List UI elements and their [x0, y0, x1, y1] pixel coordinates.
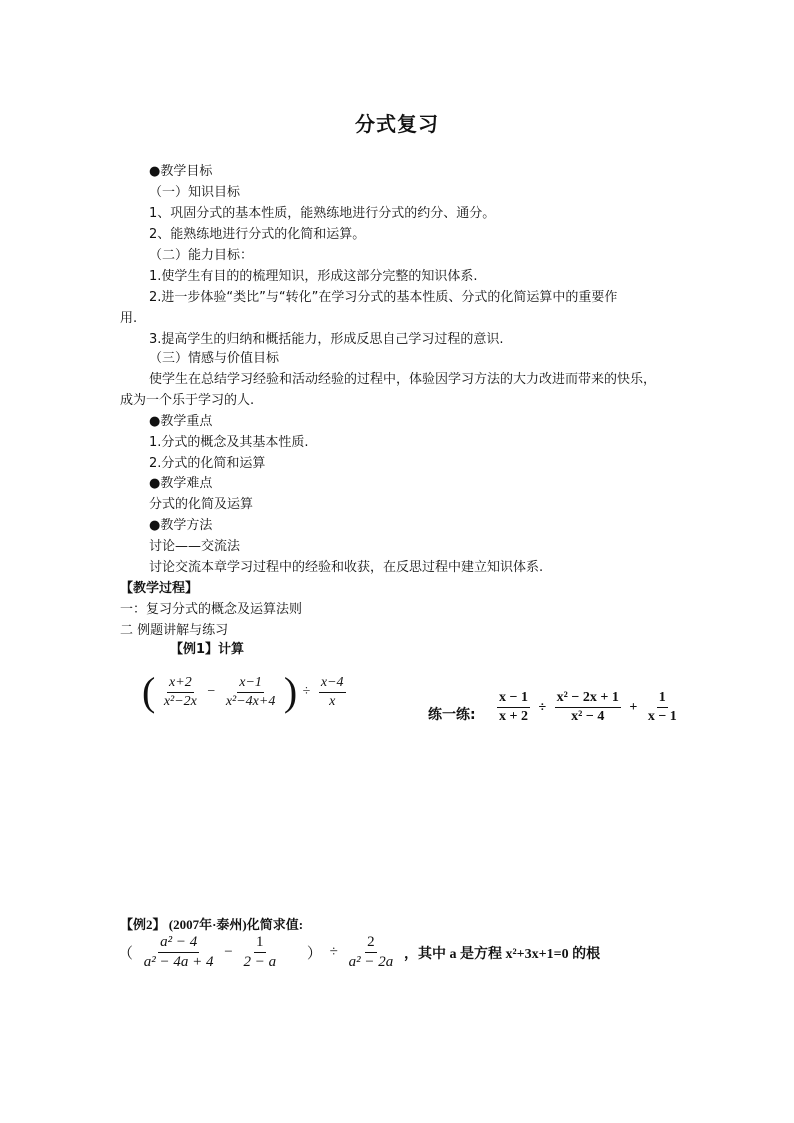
- fraction: [555, 690, 621, 725]
- denominator: x: [329, 693, 336, 709]
- process-heading: 【教学过程】: [120, 581, 199, 596]
- knowledge-item-1: 1、巩固分式的基本性质，能熟练地进行分式的约分、通分。: [149, 206, 496, 221]
- knowledge-item-2: 2、能熟练地进行分式的化简和运算。: [149, 227, 366, 242]
- fraction: [646, 690, 679, 725]
- fraction: [162, 675, 199, 710]
- example2-label: 【例2】 (2007年·泰州)化简求值:: [120, 917, 304, 932]
- ability-item-2-line1: 2.进一步体验“类比”与“转化”在学习分式的基本性质、分式的化简运算中的重要作: [149, 290, 618, 305]
- example2-condition: ，其中 a 是方程 x²+3x+1=0 的根: [403, 946, 601, 962]
- fraction: [319, 675, 346, 710]
- ability-heading: （二）能力目标：: [149, 248, 254, 263]
- denominator: x²−4x+4: [225, 693, 276, 709]
- divide-operator: ÷: [302, 684, 311, 699]
- difficult-heading: ●教学难点: [149, 476, 213, 491]
- plus-operator: +: [629, 699, 638, 715]
- process-item-1: 一：复习分式的概念及运算法则: [120, 602, 303, 617]
- fraction: [347, 934, 396, 971]
- emotion-item-line1: 使学生在总结学习经验和活动经验的过程中，体验因学习方法的大力改进而带来的快乐，: [149, 372, 657, 387]
- left-paren: (: [142, 669, 156, 714]
- example1-label: 【例1】计算: [170, 642, 245, 657]
- right-paren: ): [283, 669, 298, 714]
- fraction: [142, 934, 216, 971]
- emotion-item-line2: 成为一个乐于学习的人.: [120, 393, 255, 408]
- divide-operator: ÷: [538, 699, 547, 715]
- denominator: x² − 4: [571, 709, 605, 724]
- ability-item-2-line2: 用.: [120, 311, 138, 326]
- key-item-1: 1.分式的概念及其基本性质.: [149, 435, 309, 450]
- fraction: [224, 675, 278, 710]
- ability-item-3: 3.提高学生的归纳和概括能力，形成反思自己学习过程的意识.: [149, 332, 504, 347]
- practice-expression: [494, 690, 682, 725]
- numerator: 2: [365, 934, 377, 953]
- goal-heading: ●教学目标: [149, 164, 213, 179]
- divide-operator: ÷: [329, 944, 338, 960]
- numerator: 1: [657, 690, 668, 708]
- denominator: 2 − a: [243, 954, 277, 970]
- denominator: x + 2: [499, 709, 528, 724]
- difficult-item-1: 分式的化简及运算: [149, 497, 254, 512]
- numerator: x−4: [319, 675, 346, 693]
- example2-expression: [116, 934, 602, 971]
- denominator: x − 1: [647, 709, 677, 724]
- left-paren: （: [118, 946, 134, 962]
- denominator: x²−2x: [163, 693, 197, 709]
- fraction: [497, 690, 530, 725]
- ability-item-1: 1.使学生有目的的梳理知识，形成这部分完整的知识体系.: [149, 269, 478, 284]
- knowledge-heading: （一）知识目标: [149, 185, 241, 200]
- minus-operator: −: [224, 944, 233, 960]
- method-heading: ●教学方法: [149, 518, 213, 533]
- key-item-2: 2.分式的化简和运算: [149, 456, 266, 471]
- numerator: x² − 2x + 1: [555, 690, 621, 708]
- numerator: x−1: [237, 675, 264, 693]
- numerator: x − 1: [497, 690, 530, 708]
- practice-label: 练一练:: [428, 707, 476, 723]
- denominator: a² − 2a: [348, 954, 394, 970]
- key-heading: ●教学重点: [149, 414, 213, 429]
- right-paren: ）: [306, 946, 322, 962]
- denominator: a² − 4a + 4: [143, 954, 214, 970]
- numerator: a² − 4: [158, 934, 199, 953]
- page-title: 分式复习: [355, 112, 439, 136]
- process-item-2: 二 例题讲解与练习: [120, 623, 229, 638]
- minus-operator: −: [207, 684, 216, 699]
- emotion-heading: （三）情感与价值目标: [149, 351, 280, 366]
- example1-expression: [142, 669, 349, 714]
- method-item-1: 讨论——交流法: [149, 539, 241, 554]
- numerator: 1: [254, 934, 266, 953]
- numerator: x+2: [167, 675, 194, 693]
- method-item-2: 讨论交流本章学习过程中的经验和收获，在反思过程中建立知识体系.: [149, 560, 544, 575]
- fraction: [241, 934, 278, 971]
